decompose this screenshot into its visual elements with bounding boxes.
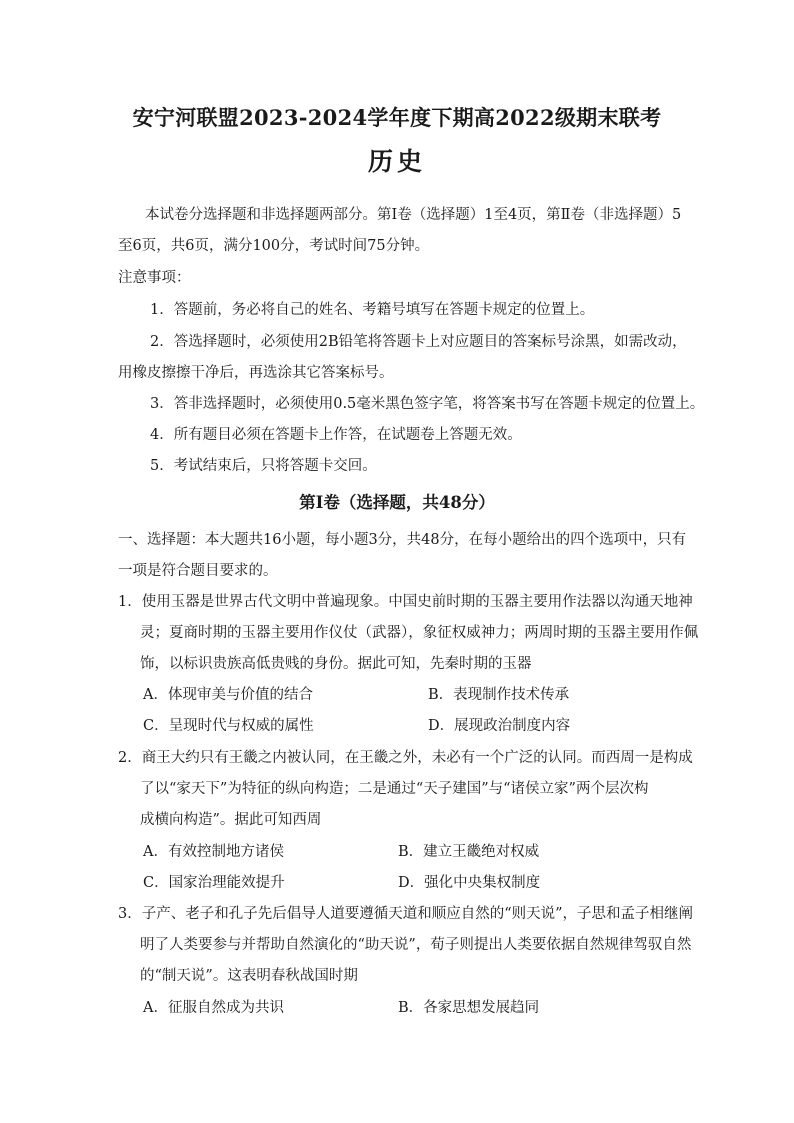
notice-line-3: 3．答非选择题时，必须使用0.5毫米黑色签字笔，将答案书写在答题卡规定的位置上。: [150, 396, 705, 412]
question-2-option-a: A．有效控制地方诸侯: [143, 844, 284, 860]
question-3-option-a: A．征服自然成为共识: [143, 1000, 284, 1016]
question-1-option-c: C．呈现时代与权威的属性: [143, 718, 314, 734]
intro-line-2: 至6页，共6页，满分100分，考试时间75分钟。: [118, 238, 430, 254]
exam-title: 安宁河联盟2023-2024学年度下期高2022级期末联考: [132, 105, 662, 130]
notice-line-2-cont: 用橡皮擦擦干净后，再选涂其它答案标号。: [118, 365, 394, 381]
intro-line-1: 本试卷分选择题和非选择题两部分。第Ⅰ卷（选择题）1至4页，第Ⅱ卷（非选择题）5: [145, 207, 682, 223]
question-2-stem-1: 2．商王大约只有王畿之内被认同，在王畿之外，未必有一个广泛的认同。而西周一是构成: [118, 750, 693, 766]
section-instructions-1: 一、选择题：本大题共16小题，每小题3分，共48分，在每小题给出的四个选项中，只有: [118, 532, 687, 548]
notice-line-1: 1．答题前，务必将自己的姓名、考籍号填写在答题卡规定的位置上。: [150, 302, 595, 318]
question-3-option-b: B．各家思想发展趋同: [398, 1000, 540, 1016]
question-1-option-a: A．体现审美与价值的结合: [143, 687, 313, 703]
question-3-stem-3: 的“制天说”。这表明春秋战国时期: [140, 968, 358, 984]
notice-line-5: 5．考试结束后，只将答题卡交回。: [150, 458, 377, 474]
question-2-stem-2: 了以“家天下”为特征的纵向构造；二是通过“天子建国”与“诸侯立家”两个层次构: [140, 781, 649, 797]
question-3-stem-2: 明了人类要参与并帮助自然演化的“助天说”，荀子则提出人类要依据自然规律驾驭自然: [140, 937, 692, 953]
question-1-stem-3: 饰，以标识贵族高低贵贱的身份。据此可知，先秦时期的玉器: [140, 656, 532, 672]
notice-line-2: 2．答选择题时，必须使用2B铅笔将答题卡上对应题目的答案标号涂黑，如需改动，: [150, 334, 687, 350]
question-2-stem-3: 成横向构造”。据此可知西周: [140, 812, 322, 828]
question-1-option-d: D．展现政治制度内容: [428, 718, 571, 734]
question-3-stem-1: 3．子产、老子和孔子先后倡导人道要遵循天道和顺应自然的“则天说”，子思和孟子相继阐: [118, 906, 694, 922]
section-instructions-2: 一项是符合题目要求的。: [118, 563, 278, 579]
question-1-stem-1: 1．使用玉器是世界古代文明中普遍现象。中国史前时期的玉器主要用作法器以沟通天地神: [118, 594, 693, 610]
notice-line-4: 4．所有题目必须在答题卡上作答，在试题卷上答题无效。: [150, 427, 522, 443]
question-2-option-b: B．建立王畿绝对权威: [398, 844, 540, 860]
question-2-option-c: C．国家治理能效提升: [143, 875, 285, 891]
subject-title: 历史: [367, 147, 426, 176]
question-1-stem-2: 灵；夏商时期的玉器主要用作仪仗（武器），象征权威神力；两周时期的玉器主要用作佩: [140, 625, 699, 641]
question-2-option-d: D．强化中央集权制度: [398, 875, 541, 891]
notice-heading: 注意事项：: [118, 270, 191, 286]
question-1-option-b: B．表现制作技术传承: [428, 687, 570, 703]
section-title: 第Ⅰ卷（选择题，共48分）: [299, 493, 495, 512]
